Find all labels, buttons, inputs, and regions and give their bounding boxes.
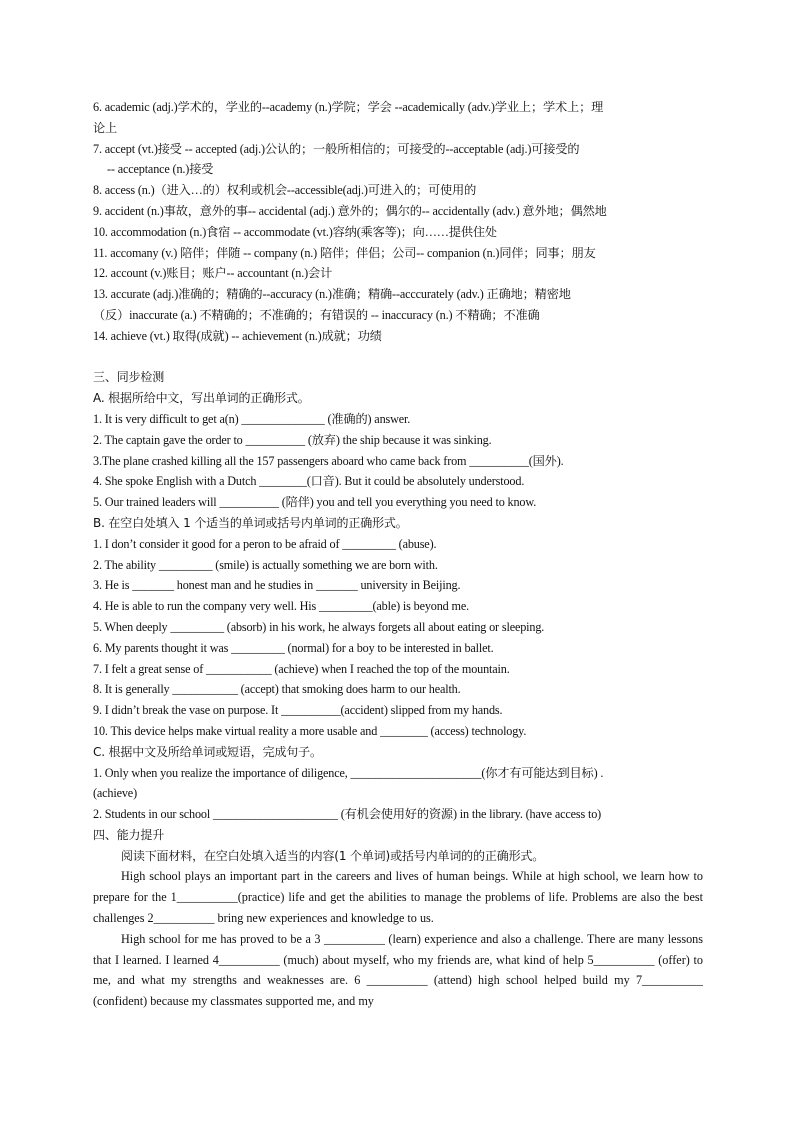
part-a-title: A. 根据所给中文，写出单词的正确形式。	[93, 391, 310, 406]
exercise-item: 4. She spoke English with a Dutch ________(口音). But it could be absolutely understood.	[93, 474, 525, 489]
reading-paragraph: High school plays an important part in the careers and lives of human beings. While at high school, we learn how to prepare for the 1__________(practice) life and get the abilities to manage the problems of life. Problems are also the best challenges 2__________ bring new experiences and knowledge to us.	[93, 869, 703, 926]
part-c-title: C. 根据中文及所给单词或短语，完成句子。	[93, 744, 322, 759]
vocab-line: 10. accommodation (n.)食宿 -- accommodate (vt.)容纳(乘客等)；向……提供住处	[93, 224, 497, 239]
exercise-item: 10. This device helps make virtual reality a more usable and ________ (access) technology.	[93, 723, 527, 738]
vocab-line: -- acceptance (n.)接受	[107, 162, 214, 177]
reading-instruction: 阅读下面材料，在空白处填入适当的内容(1 个单词)或括号内单词的的正确形式。	[121, 848, 545, 863]
vocab-line: 9. accident (n.)事故，意外的事-- accidental (adj.) 意外的；偶尔的-- accidentally (adv.) 意外地；偶然地	[93, 203, 607, 218]
vocab-line: 12. account (v.)账目；账户-- accountant (n.)会计	[93, 266, 333, 281]
section-ability	[93, 825, 703, 1012]
vocab-line: 13. accurate (adj.)准确的；精确的--accuracy (n.)准确；精确--acccurately (adv.) 正确地；精密地	[93, 287, 571, 302]
exercise-item: 5. Our trained leaders will __________ (陪伴) you and tell you everything you need to know.	[93, 495, 537, 510]
document-page	[93, 97, 703, 1012]
vocab-line: 7. accept (vt.)接受 -- accepted (adj.)公认的；一般所相信的；可接受的--acceptable (adj.)可接受的	[93, 141, 580, 156]
vocab-line: 论上	[93, 120, 118, 135]
exercise-item: 7. I felt a great sense of ___________ (achieve) when I reached the top of the mountain.	[93, 661, 510, 676]
section-title: 三、同步检测	[93, 370, 165, 385]
exercise-item: 8. It is generally ___________ (accept) that smoking does harm to our health.	[93, 682, 461, 697]
vocab-list	[93, 97, 703, 347]
vocab-line: 11. accomany (v.) 陪伴；伴随 -- company (n.) 陪伴；伴侣；公司-- companion (n.)同伴；同事；朋友	[93, 245, 596, 260]
vocab-line: 6. academic (adj.)学术的，学业的--academy (n.)学院；学会 --academically (adv.)学业上；学术上；理	[93, 100, 604, 114]
exercise-item: 1. Only when you realize the importance of diligence, ______________________(你才有可能达到目标) .	[93, 765, 604, 780]
section-sync-check	[93, 367, 703, 825]
exercise-item: 4. He is able to run the company very well. His _________(able) is beyond me.	[93, 599, 469, 614]
vocab-line: 14. achieve (vt.) 取得(成就) -- achievement (n.)成就；功绩	[93, 328, 382, 343]
exercise-item: 3.The plane crashed killing all the 157 passengers aboard who came back from __________(国外).	[93, 453, 564, 468]
exercise-item: 2. The captain gave the order to __________ (放弃) the ship because it was sinking.	[93, 432, 492, 447]
vocab-line: （反）inaccurate (a.) 不精确的；不准确的；有错误的 -- inaccuracy (n.) 不精确；不准确	[93, 307, 540, 322]
exercise-item: 5. When deeply _________ (absorb) in his work, he always forgets all about eating or sleeping.	[93, 619, 545, 634]
section-title: 四、能力提升	[93, 827, 165, 842]
exercise-item: 3. He is _______ honest man and he studies in _______ university in Beijing.	[93, 578, 461, 593]
exercise-item: 9. I didn’t break the vase on purpose. It __________(accident) slipped from my hands.	[93, 703, 503, 718]
exercise-item: 1. It is very difficult to get a(n) ______________ (准确的) answer.	[93, 411, 411, 426]
exercise-item: (achieve)	[93, 786, 137, 801]
reading-paragraph: High school for me has proved to be a 3 __________ (learn) experience and also a challenge. There are many lessons that I learned. I learned 4__________ (much) about myself, who my friends are, what kind of help 5__________ (offer) to me, and what my strengths and weaknesses are. 6 __________ (attend) high school helped build my 7__________ (confident) because my classmates supported me, and my	[93, 931, 703, 1009]
exercise-item: 2. The ability _________ (smile) is actually something we are born with.	[93, 557, 438, 572]
vocab-line: 8. access (n.)（进入…的）权利或机会--accessible(adj.)可进入的；可使用的	[93, 183, 477, 198]
exercise-item: 1. I don’t consider it good for a peron to be afraid of _________ (abuse).	[93, 536, 437, 551]
part-b-title: B. 在空白处填入 1 个适当的单词或括号内单词的正确形式。	[93, 515, 408, 530]
exercise-item: 2. Students in our school _____________________ (有机会使用好的资源) in the library. (have access to)	[93, 807, 602, 822]
exercise-item: 6. My parents thought it was _________ (normal) for a boy to be interested in ballet.	[93, 640, 494, 655]
